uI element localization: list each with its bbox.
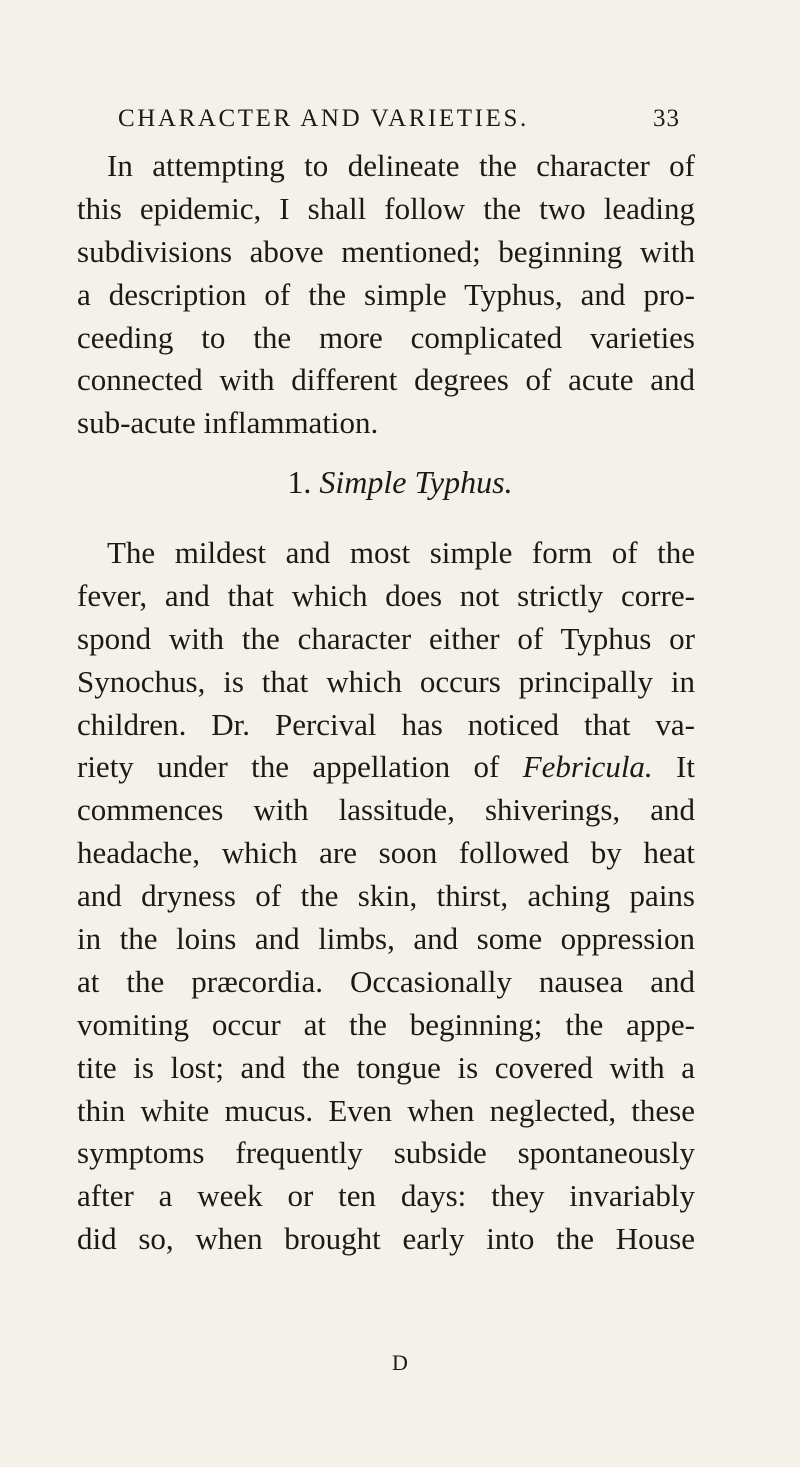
text-line: symptoms frequently subside spontaneously — [77, 1135, 695, 1171]
text-line: tite is lost; and the tongue is covered with a — [77, 1049, 695, 1085]
text-line: headache, which are soon followed by heat — [77, 835, 695, 871]
text-line: fever, and that which does not strictly corre- — [77, 577, 695, 613]
text-line: in the loins and limbs, and some oppression — [77, 921, 695, 957]
text-line: Synochus, is that which occurs principally in — [77, 663, 695, 699]
text-line: In attempting to delineate the character of — [107, 148, 695, 183]
text-line: ceeding to the more complicated varieties — [77, 319, 695, 355]
text-line: spond with the character either of Typhus or — [77, 620, 695, 656]
running-head — [118, 99, 680, 139]
text-line: The mildest and most simple form of the — [107, 535, 695, 570]
running-head-title: CHARACTER AND VARIETIES. — [118, 105, 529, 132]
section-title: Simple Typhus. — [319, 464, 513, 500]
text-line: connected with different degrees of acute and — [77, 362, 695, 398]
text-line: vomiting occur at the beginning; the appe- — [77, 1006, 695, 1042]
section-heading — [0, 460, 800, 504]
text-line: after a week or ten days: they invariably — [77, 1178, 695, 1214]
section-number: 1. — [287, 464, 312, 500]
text-line: sub-acute inflammation. — [77, 405, 379, 441]
text-line: thin white mucus. Even when neglected, these — [77, 1092, 695, 1128]
text-line: at the præcordia. Occasionally nausea and — [77, 963, 695, 999]
text-line: did so, when brought early into the House — [77, 1221, 695, 1257]
text-fragment: riety under the appellation of — [77, 749, 523, 785]
text-fragment: It — [652, 749, 695, 785]
signature-mark: D — [392, 1350, 408, 1375]
page-number: 33 — [653, 105, 680, 132]
paragraph-simple-typhus — [77, 532, 695, 1261]
italic-term: Febricula. — [522, 749, 653, 785]
text-line: commences with lassitude, shiverings, and — [77, 792, 695, 828]
text-line-with-italic — [77, 746, 695, 789]
text-line: a description of the simple Typhus, and pro- — [77, 276, 695, 312]
text-line: and dryness of the skin, thirst, aching pains — [77, 878, 695, 914]
text-line: this epidemic, I shall follow the two leading — [77, 190, 695, 226]
text-line: subdivisions above mentioned; beginning with — [77, 233, 695, 269]
paragraph-intro — [77, 145, 695, 445]
text-line: children. Dr. Percival has noticed that va- — [77, 706, 695, 742]
